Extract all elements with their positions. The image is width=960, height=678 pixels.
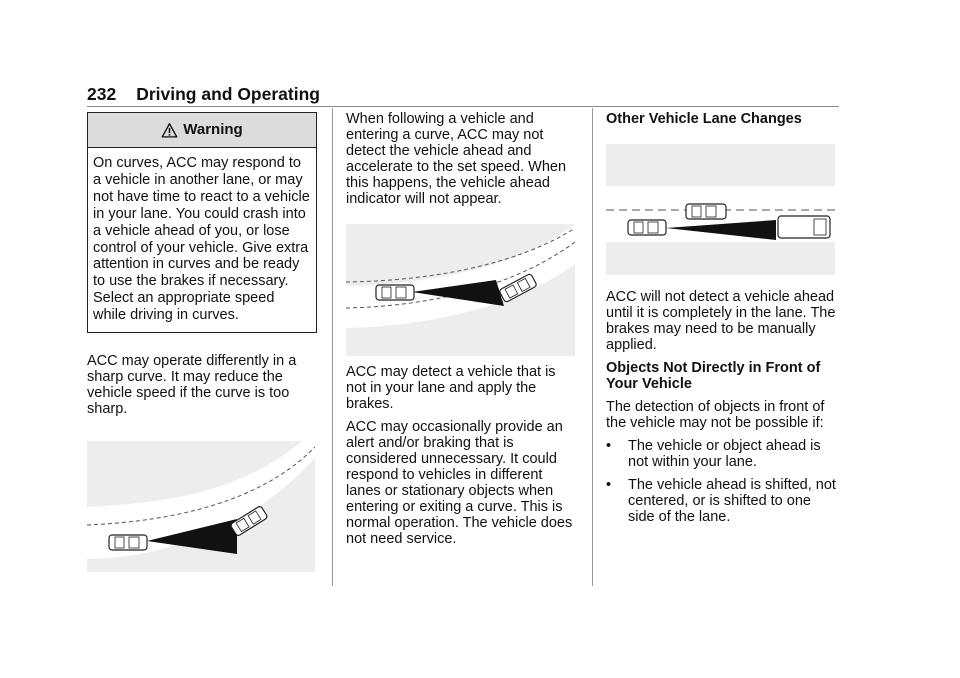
paragraph: ACC may detect a vehicle that is not in your lane and apply the brakes. — [346, 364, 556, 412]
list-item-text: The vehicle ahead is shifted, not centered, or is shifted to one side of the lane. — [628, 477, 836, 525]
column-divider-1 — [332, 108, 333, 586]
bullet-marker: • — [606, 438, 612, 454]
section-heading: Other Vehicle Lane Changes — [606, 111, 802, 127]
warning-box — [87, 112, 317, 333]
section-heading: Objects Not Directly in Front of Your Vehicle — [606, 360, 821, 392]
header-rule — [87, 106, 839, 107]
merging-vehicle — [686, 204, 726, 219]
page-header — [87, 84, 320, 104]
own-vehicle — [109, 535, 147, 550]
own-vehicle — [376, 285, 414, 300]
column-1 — [87, 112, 319, 572]
warning-title: Warning — [183, 121, 243, 138]
paragraph: ACC may operate differently in a sharp curve. It may reduce the vehicle speed if the curve is too sharp. — [87, 353, 297, 418]
column-divider-2 — [592, 108, 593, 586]
column-3 — [606, 111, 838, 532]
paragraph: ACC may occasionally provide an alert and/or braking that is considered unnecessary. It could respond to vehicles in different lanes or stationary objects when entering or exiting a curve. This is normal operation. The vehicle does not need service. — [346, 419, 573, 547]
paragraph: When following a vehicle and entering a curve, ACC may not detect the vehicle ahead and accelerate to the set speed. When this happens, the vehicle ahead indicator will not appear. — [346, 111, 567, 207]
sharp-curve-illustration — [87, 441, 315, 572]
warning-body: On curves, ACC may respond to a vehicle in another lane, or may not have time to react to a vehicle in your lane. You could crash into a vehicle ahead of you, or lose control of your vehicle. Give extra attention in curves and be ready to use the brakes if necessary. Select an appropriate speed while driving in curves. — [93, 155, 310, 324]
column-2 — [346, 111, 578, 554]
list-item — [606, 438, 838, 470]
section-title: Driving and Operating — [136, 84, 320, 104]
bullet-marker: • — [606, 477, 612, 493]
warning-triangle-icon — [161, 122, 178, 139]
own-vehicle — [628, 220, 666, 235]
lane-change-illustration — [606, 144, 835, 275]
page-number: 232 — [87, 84, 117, 104]
list-item — [606, 477, 838, 525]
curve-not-detected-illustration — [346, 224, 575, 356]
warning-header — [88, 113, 316, 148]
list-item-text: The vehicle or object ahead is not within your lane. — [628, 438, 821, 470]
paragraph: ACC will not detect a vehicle ahead until it is completely in the lane. The brakes may need to be manually applied. — [606, 289, 836, 353]
vehicle-ahead — [778, 216, 830, 238]
paragraph: The detection of objects in front of the vehicle may not be possible if: — [606, 399, 825, 431]
